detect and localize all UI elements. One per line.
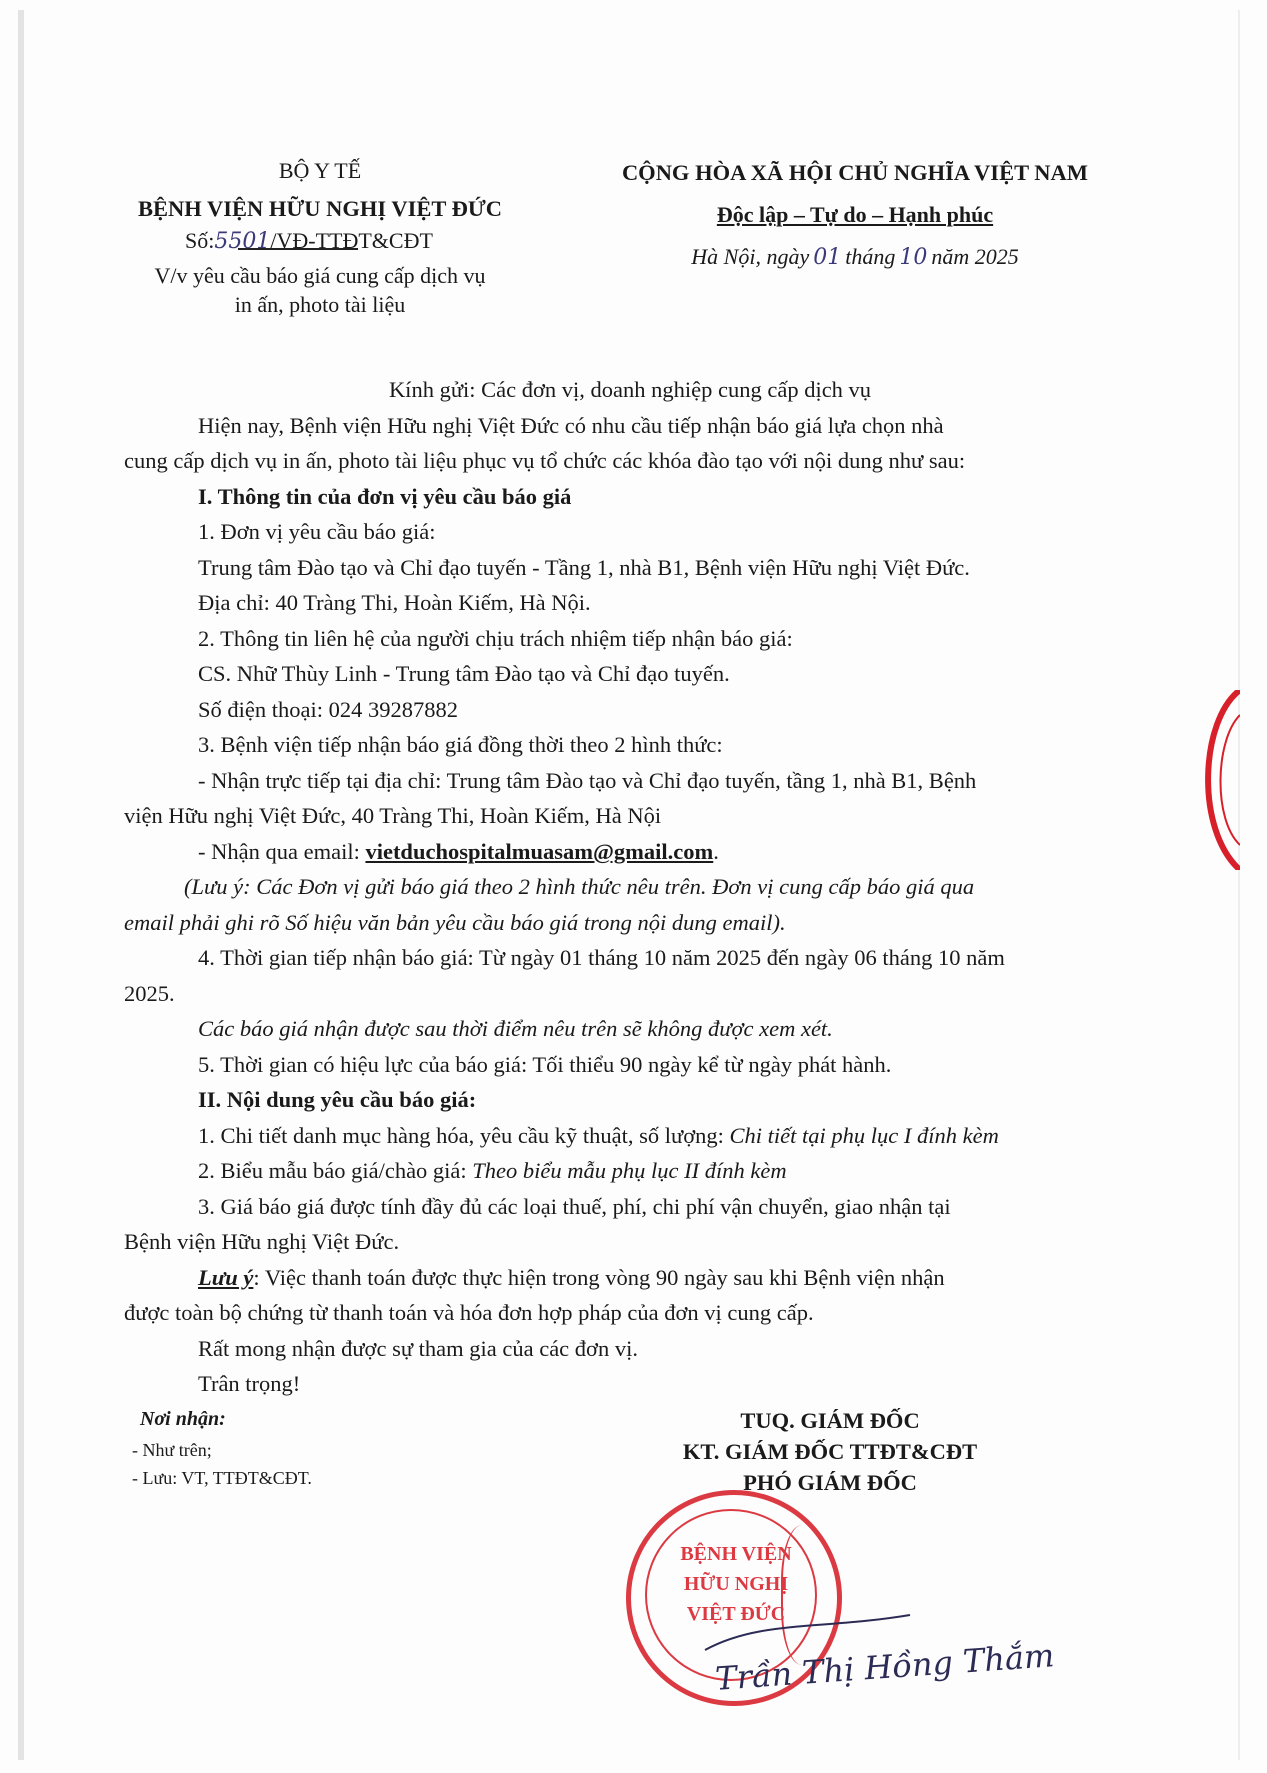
number-prefix: Số:: [185, 228, 215, 253]
note-line-1: (Lưu ý: Các Đơn vị gửi báo giá theo 2 hình thức nêu trên. Đơn vị cung cấp báo giá qua: [184, 874, 975, 899]
s1-item-2-person: CS. Nhữ Thùy Linh - Trung tâm Đào tạo và Chỉ đạo tuyến.: [198, 661, 730, 686]
payment-note-text: : Việc thanh toán được thực hiện trong vòng 90 ngày sau khi Bệnh viện nhận: [253, 1265, 945, 1290]
date-part-2: tháng: [845, 244, 896, 269]
subject-line-2: in ấn, photo tài liệu: [234, 292, 406, 317]
s1-item-2-phone: Số điện thoại: 024 39287882: [198, 697, 458, 722]
partial-stamp-edge: [1195, 690, 1240, 870]
section-1-title: I. Thông tin của đơn vị yêu cầu báo giá: [198, 484, 572, 509]
subject-line-1: V/v yêu cầu báo giá cung cấp dịch vụ: [154, 263, 486, 288]
number-suffix: /VĐ-TTĐT&CĐT: [270, 228, 433, 253]
s1-item-3-direct-1: - Nhận trực tiếp tại địa chỉ: Trung tâm Đào tạo và Chỉ đạo tuyến, tầng 1, nhà B1, Bệnh: [198, 768, 977, 793]
document-number: [185, 228, 433, 254]
s2-item-3-line-1: 3. Giá báo giá được tính đầy đủ các loại thuế, phí, chi phí vận chuyển, giao nhận tại: [198, 1194, 951, 1219]
s1-item-1-unit: Trung tâm Đào tạo và Chỉ đạo tuyến - Tầng 1, nhà B1, Bệnh viện Hữu nghị Việt Đức.: [198, 555, 970, 580]
signature-stroke: [700, 1610, 920, 1660]
email-prefix: - Nhận qua email:: [198, 839, 366, 864]
recipients-item-2: - Lưu: VT, TTĐT&CĐT.: [132, 1468, 312, 1488]
s1-item-4-line-2: 2025.: [124, 981, 175, 1006]
s1-item-4-note: Các báo giá nhận được sau thời điểm nêu trên sẽ không được xem xét.: [198, 1016, 833, 1041]
closing-2: Trân trọng!: [198, 1371, 301, 1396]
intro-line-1: Hiện nay, Bệnh viện Hữu nghị Việt Đức có nhu cầu tiếp nhận báo giá lựa chọn nhà: [198, 413, 944, 438]
s2-item-2-italic: Theo biểu mẫu phụ lục II đính kèm: [472, 1158, 787, 1183]
handwritten-signature: Trần Thị Hồng Thắm: [714, 1636, 1056, 1698]
s1-item-3: 3. Bệnh viện tiếp nhận báo giá đồng thời theo 2 hình thức:: [198, 732, 723, 757]
document-date: [570, 244, 1140, 270]
s2-item-1: [198, 1118, 999, 1154]
s2-item-2-text: 2. Biểu mẫu báo giá/chào giá:: [198, 1158, 473, 1183]
scan-edge-right: [1238, 10, 1240, 1760]
motto-text: Độc lập – Tự do – Hạnh phúc: [716, 202, 994, 227]
country-name: CỘNG HÒA XÃ HỘI CHỦ NGHĨA VIỆT NAM: [621, 160, 1089, 185]
date-month: 10: [899, 245, 928, 270]
note-line-2: email phải ghi rõ Số hiệu văn bản yêu cầu báo giá trong nội dung email).: [124, 910, 786, 935]
salutation: Kính gửi: Các đơn vị, doanh nghiệp cung cấp dịch vụ: [388, 377, 872, 402]
scan-edge-left: [18, 10, 24, 1760]
date-part-3: năm 2025: [931, 244, 1019, 269]
signature-line-1: TUQ. GIÁM ĐỐC: [740, 1408, 920, 1433]
s1-item-3-direct-2: viện Hữu nghị Việt Đức, 40 Tràng Thi, Hoàn Kiếm, Hà Nội: [124, 803, 662, 828]
section-2-title: II. Nội dung yêu cầu báo giá:: [198, 1087, 477, 1112]
signature-line-2: KT. GIÁM ĐỐC TTĐT&CĐT: [682, 1439, 978, 1464]
s1-item-3-email-line: [198, 834, 719, 870]
s1-item-1: 1. Đơn vị yêu cầu báo giá:: [198, 519, 436, 544]
s2-item-1-text: 1. Chi tiết danh mục hàng hóa, yêu cầu kỹ thuật, số lượng:: [198, 1123, 730, 1148]
closing-1: Rất mong nhận được sự tham gia của các đơn vị.: [198, 1336, 638, 1361]
stamp-line-1: BỆNH VIỆN: [680, 1543, 792, 1565]
signature-line-3: PHÓ GIÁM ĐỐC: [743, 1470, 917, 1495]
hospital-name: BỆNH VIỆN HỮU NGHỊ VIỆT ĐỨC: [137, 196, 503, 221]
ministry-name: BỘ Y TẾ: [278, 158, 362, 183]
email-suffix: .: [713, 839, 719, 864]
payment-note-line-1: [198, 1260, 945, 1296]
recipients-title: Nơi nhận:: [140, 1408, 226, 1430]
s1-item-4-line-1: 4. Thời gian tiếp nhận báo giá: Từ ngày 01 tháng 10 năm 2025 đến ngày 06 tháng 10 năm: [198, 945, 1005, 970]
number-handwritten: 5501: [214, 229, 271, 254]
stamp-line-2: HỮU NGHỊ: [683, 1573, 789, 1595]
payment-note-line-2: được toàn bộ chứng từ thanh toán và hóa đơn hợp pháp của đơn vị cung cấp.: [124, 1300, 814, 1325]
intro-line-2: cung cấp dịch vụ in ấn, photo tài liệu phục vụ tổ chức các khóa đào tạo với nội dung như sau:: [124, 448, 966, 473]
payment-note-label: Lưu ý: [198, 1265, 254, 1290]
recipients-item-1: - Như trên;: [132, 1440, 212, 1460]
s1-item-1-address: Địa chỉ: 40 Tràng Thi, Hoàn Kiếm, Hà Nội.: [198, 590, 591, 615]
motto: [570, 202, 1140, 228]
date-part-1: Hà Nội, ngày: [691, 244, 810, 269]
date-day: 01: [813, 245, 842, 270]
s2-item-1-italic: Chi tiết tại phụ lục I đính kèm: [729, 1123, 999, 1148]
s2-item-2: [198, 1153, 787, 1189]
stamp-line-3: VIỆT ĐỨC: [686, 1603, 786, 1625]
email-link[interactable]: vietduchospitalmuasam@gmail.com: [365, 839, 714, 864]
s2-item-3-line-2: Bệnh viện Hữu nghị Việt Đức.: [124, 1229, 400, 1254]
s1-item-5: 5. Thời gian có hiệu lực của báo giá: Tối thiểu 90 ngày kể từ ngày phát hành.: [198, 1052, 892, 1077]
s1-item-2: 2. Thông tin liên hệ của người chịu trách nhiệm tiếp nhận báo giá:: [198, 626, 793, 651]
